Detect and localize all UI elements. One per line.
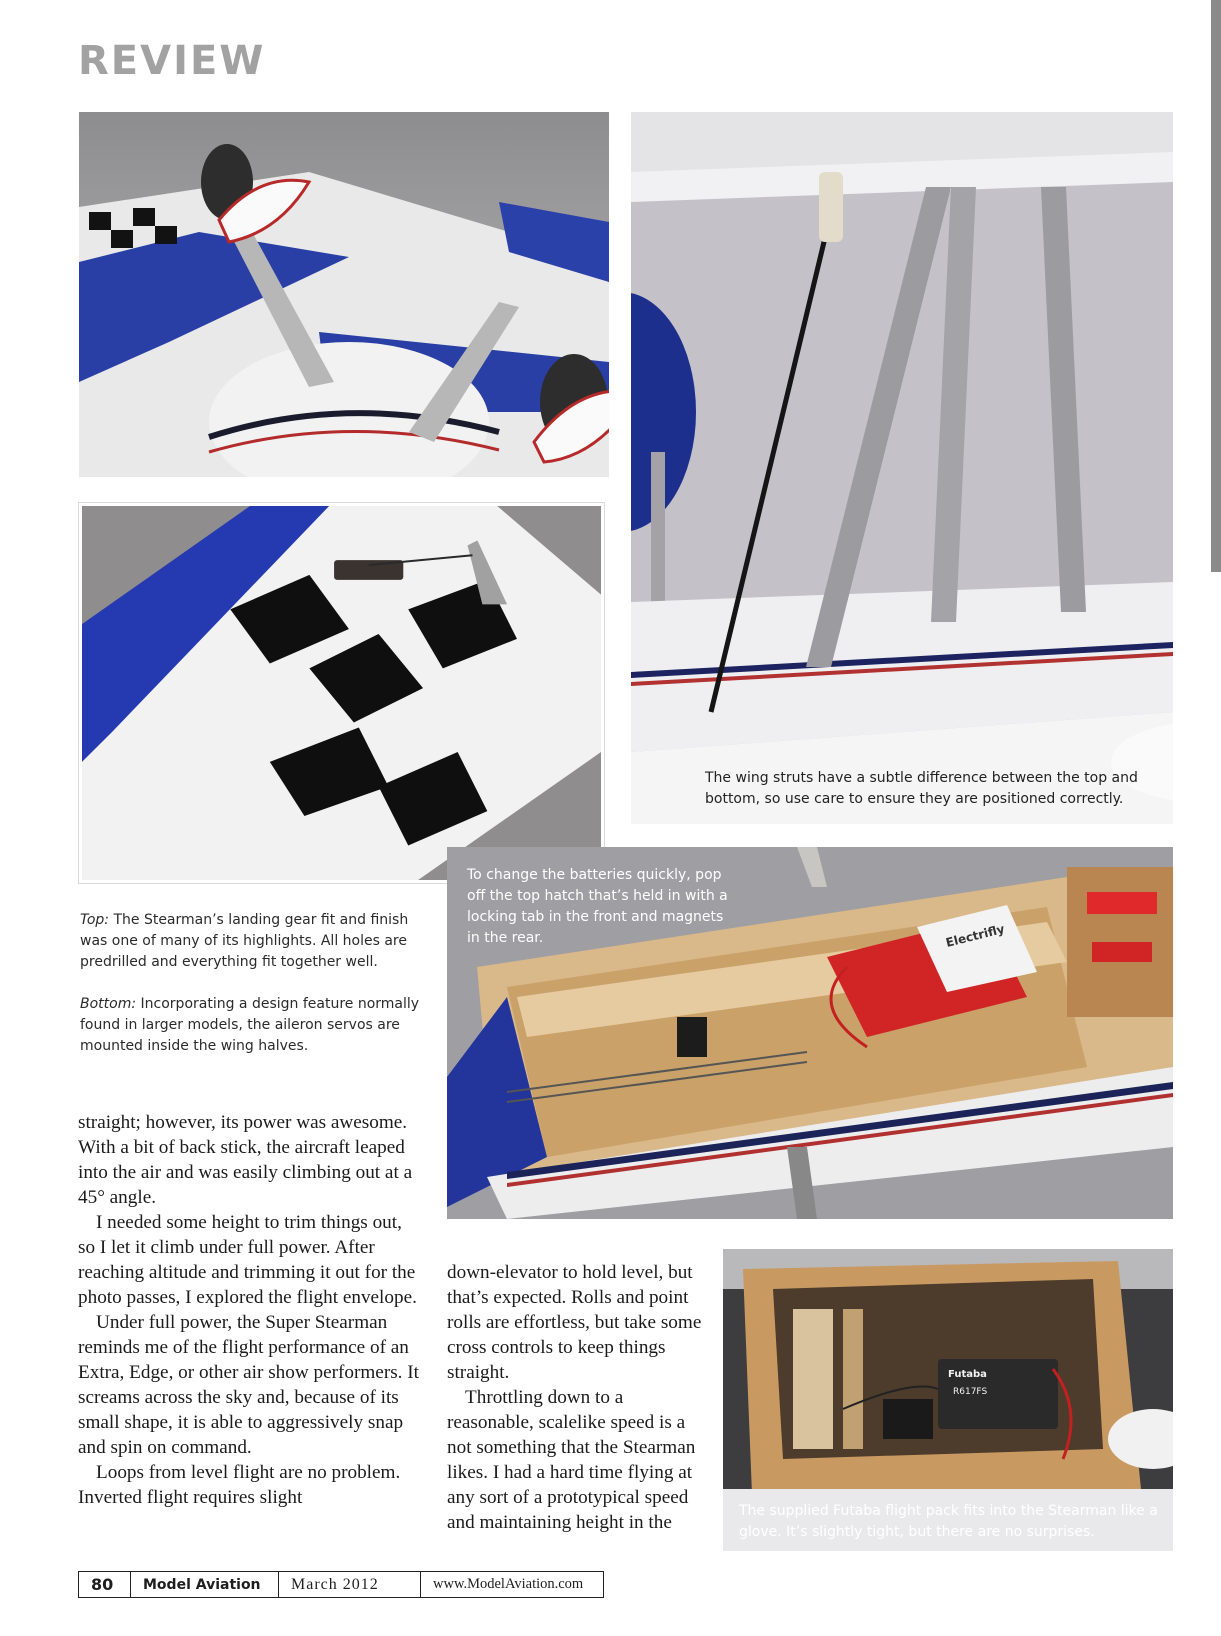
footer-website-link[interactable]: www.ModelAviation.com <box>433 1576 584 1592</box>
body-paragraph: Loops from level flight are no problem. Inverted flight requires slight <box>78 1462 401 1508</box>
caption-bottom-text: Incorporating a design feature normally found in larger models, the aileron servos are mounted inside the wing halves. <box>80 996 420 1054</box>
body-column-1 <box>78 1110 420 1510</box>
page-footer <box>78 1571 604 1598</box>
footer-page-number: 80 <box>79 1572 131 1597</box>
caption-landing-gear <box>80 910 430 973</box>
body-paragraph: Throttling down to a reasonable, scalelike speed is a not something that the Stearman likes. I had a hard time flying at any sort of a prototypical speed and maintaining height in the <box>447 1387 696 1533</box>
caption-bottom-label: Bottom: <box>80 996 137 1012</box>
section-label: REVIEW <box>78 38 266 84</box>
caption-battery-hatch: To change the batteries quickly, pop off the top hatch that’s held in with a locking tab in the front and magnets in the rear. <box>467 867 728 946</box>
footer-magazine-name: Model Aviation <box>131 1572 279 1597</box>
section-edge-tab <box>1211 0 1221 572</box>
battery-brand-label: Electrifly <box>944 921 1006 950</box>
body-column-2 <box>447 1260 711 1535</box>
photo-battery-hatch <box>447 847 1173 1219</box>
caption-top-label: Top: <box>80 912 109 928</box>
body-paragraph: Under full power, the Super Stearman reminds me of the flight performance of an Extra, Edge, or other air show performers. It screams across the sky and, because of its small shape, it is able to aggressively snap and spin on command. <box>78 1312 419 1458</box>
caption-top-text: The Stearman’s landing gear fit and finish was one of many of its highlights. All holes are predrilled and everything fit together well. <box>80 912 409 970</box>
footer-issue-date: March 2012 <box>279 1572 421 1597</box>
body-paragraph: down-elevator to hold level, but that’s expected. Rolls and point rolls are effortless, but take some cross controls to keep things straight. <box>447 1262 702 1383</box>
photo-flight-pack <box>723 1249 1173 1551</box>
photo-wing-struts <box>631 112 1173 824</box>
receiver-model-label: R617FS <box>953 1387 988 1397</box>
body-paragraph: I needed some height to trim things out, so I let it climb under full power. After reaching altitude and trimming it out for the photo passes, I explored the flight envelope. <box>78 1212 417 1308</box>
photo-aileron-servo <box>79 503 604 883</box>
caption-aileron-servo <box>80 994 430 1057</box>
caption-flight-pack: The supplied Futaba flight pack fits into the Stearman like a glove. It’s slightly tight, but there are no surprises. <box>739 1503 1158 1540</box>
photo-landing-gear <box>79 112 609 477</box>
caption-wing-struts: The wing struts have a subtle difference between the top and bottom, so use care to ensure they are positioned correctly. <box>705 770 1138 807</box>
body-paragraph: straight; however, its power was awesome. With a bit of back stick, the aircraft leaped into the air and was easily climbing out at a 45° angle. <box>78 1112 413 1208</box>
receiver-brand-label: Futaba <box>948 1369 987 1380</box>
